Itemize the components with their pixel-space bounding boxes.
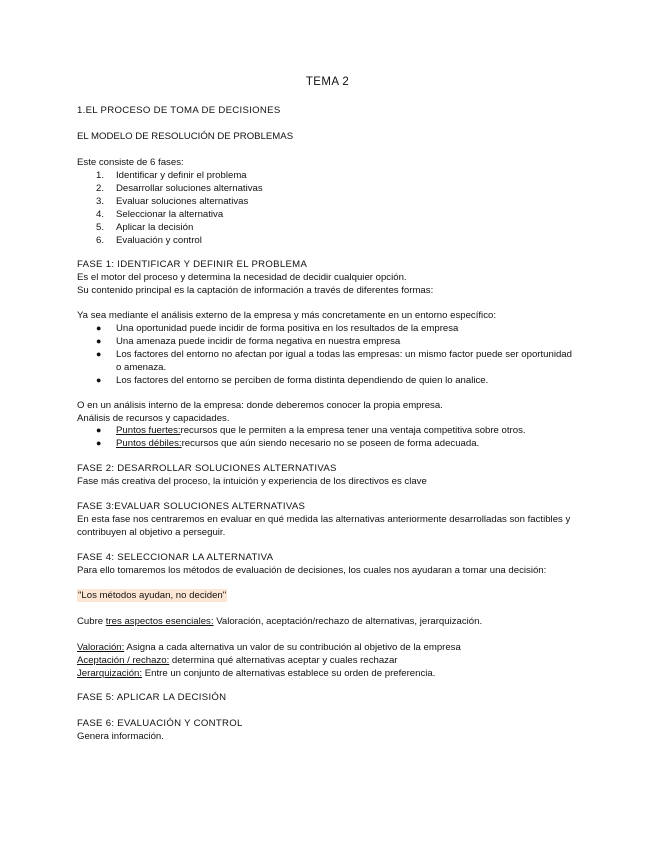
aceptacion-line: Aceptación / rechazo: determina qué alternativas aceptar y cuales rechazar	[77, 655, 398, 666]
list-item: 1. Identificar y definir el problema	[96, 170, 247, 181]
jerarquizacion-line: Jerarquización: Entre un conjunto de alternativas establece su orden de preferencia.	[77, 668, 436, 679]
fase4-text: Para ello tomaremos los métodos de evaluación de decisiones, los cuales nos ayudaran a tomar una decisión:	[77, 565, 547, 576]
highlighted-quote: "Los métodos ayudan, no deciden"	[78, 590, 227, 601]
page-title: TEMA 2	[305, 76, 350, 88]
covers-label: tres aspectos esenciales:	[105, 616, 214, 627]
bullet-icon: ●	[96, 438, 102, 448]
fase5-heading: FASE 5: APLICAR LA DECISIÓN	[77, 692, 227, 703]
bullet-icon: ●	[96, 323, 102, 333]
model-heading: EL MODELO DE RESOLUCIÓN DE PROBLEMAS	[77, 131, 294, 142]
list-item: 2. Desarrollar soluciones alternativas	[96, 183, 263, 194]
list-item: 4. Seleccionar la alternativa	[96, 209, 224, 220]
fase4-quote-line	[77, 589, 577, 602]
fase1-resources: Análisis de recursos y capacidades.	[77, 413, 230, 424]
fase3-heading: FASE 3:EVALUAR SOLUCIONES ALTERNATIVAS	[77, 501, 306, 512]
list-item: ● Puntos débiles:recursos que aún siendo necesario no se poseen de forma adecuada.	[96, 438, 480, 449]
fase1-line2: Su contenido principal es la captación de información a través de diferentes formas:	[77, 285, 434, 296]
fase1-internal: O en un análisis interno de la empresa: donde deberemos conocer la propia empresa.	[77, 400, 443, 411]
weaknesses-label: Puntos débiles:	[116, 438, 182, 449]
fase6-text: Genera información.	[77, 731, 164, 742]
strengths-label: Puntos fuertes:	[116, 425, 181, 436]
aceptacion-label: Aceptación / rechazo:	[77, 655, 170, 666]
fase1-strengths-list	[77, 424, 577, 450]
bullet-icon: ●	[96, 349, 102, 359]
fase4-heading: FASE 4: SELECCIONAR LA ALTERNATIVA	[77, 552, 274, 563]
bullet-icon: ●	[96, 425, 102, 435]
list-item: ● Una amenaza puede incidir de forma negativa en nuestra empresa	[96, 336, 401, 347]
fase2-text: Fase más creativa del proceso, la intuición y experiencia de los directivos es clave	[77, 476, 427, 487]
section-heading: 1.EL PROCESO DE TOMA DE DECISIONES	[77, 105, 281, 116]
bullet-icon: ●	[96, 375, 102, 385]
valoracion-label: Valoración:	[77, 642, 125, 653]
list-item: 5. Aplicar la decisión	[96, 222, 194, 233]
fase4-covers: Cubre tres aspectos esenciales: Valoración, aceptación/rechazo de alternativas, jerarquización.	[77, 616, 483, 627]
fase6-heading: FASE 6: EVALUACIÓN Y CONTROL	[77, 718, 243, 729]
fase1-external: Ya sea mediante el análisis externo de la empresa y más concretamente en un entorno específico:	[77, 310, 496, 321]
list-item: ● Los factores del entorno se perciben de forma distinta dependiendo de quien lo analice.	[96, 375, 489, 386]
phases-intro: Este consiste de 6 fases:	[77, 157, 184, 168]
valoracion-line: Valoración: Asigna a cada alternativa un valor de su contribución al objetivo de la empresa	[77, 642, 461, 653]
list-item: 6. Evaluación y control	[96, 235, 202, 246]
fase1-line1: Es el motor del proceso y determina la necesidad de decidir cualquier opción.	[77, 272, 407, 283]
fase2-heading: FASE 2: DESARROLLAR SOLUCIONES ALTERNATIVAS	[77, 463, 337, 474]
fase1-bullet-list	[77, 322, 577, 387]
list-item: 3. Evaluar soluciones alternativas	[96, 196, 249, 207]
fase1-heading: FASE 1: IDENTIFICAR Y DEFINIR EL PROBLEMA	[77, 259, 308, 270]
jerarquizacion-label: Jerarquización:	[77, 668, 143, 679]
fase3-line1: En esta fase nos centraremos en evaluar en qué medida las alternativas anteriormente desarrolladas son factibles y	[77, 514, 571, 525]
fase3-line2: contribuyen al objetivo a perseguir.	[77, 527, 226, 538]
list-item: ● Los factores del entorno no afectan por igual a todas las empresas: un mismo factor puede ser oportunidad o amenaza.	[96, 349, 572, 373]
list-item: ● Una oportunidad puede incidir de forma positiva en los resultados de la empresa	[96, 323, 459, 334]
phases-list	[77, 169, 577, 247]
bullet-icon: ●	[96, 336, 102, 346]
list-item: ● Puntos fuertes:recursos que le permiten a la empresa tener una ventaja competitiva sobre otros.	[96, 425, 526, 436]
